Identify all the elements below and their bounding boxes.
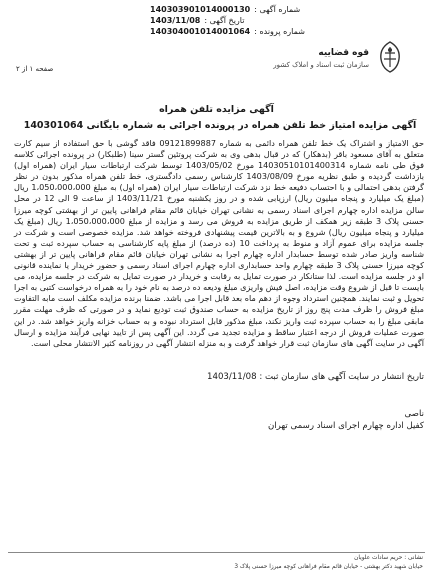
publication-label: تاریخ انتشار در سایت آگهی های سازمان ثبت : <box>259 372 424 382</box>
footer-address: خیابان شهید دکتر بهشتی - خیابان قائم مقام فراهانی کوچه میرزا حسنی پلاک 3 <box>234 564 423 570</box>
signature-name: ناصی <box>404 409 424 419</box>
logo-subtitle: سازمان ثبت اسناد و املاک کشور <box>273 61 369 69</box>
ad-number-row <box>150 4 420 15</box>
organization-logo <box>205 40 405 76</box>
document-title: آگهی مزایده تلفن همراه <box>159 104 274 115</box>
document-subtitle: آگهی مزایده امتیاز خط تلفن همراه در پرونده اجرائی به شماره بایگانی 140301064 <box>23 120 417 131</box>
ad-date-value: 1403/11/08 <box>150 16 201 25</box>
footer-divider <box>8 552 425 553</box>
page-number: صفحه ۱ از ۲ <box>16 65 54 73</box>
auction-body-text: حق الامتیاز و اشتراک یک خط تلفن همراه دائمی به شماره 09121899887 فاقد گوشی با حق استفاده از سیم کارت متعلق به آقای مسعود باقر (بدهکار) که در قبال بدهی وی به شرکت پروتئین گستر سینا (طلبکار) در پرونده اجرائی کلاسه فوق طی نامه شماره 14030510101400314 مورخ 1403/05/02 توسط شرکت ارتباطات سیار ایران (همراه اول) بازداشت گردیده و طبق نظریه مورخ 1403/08/09 کارشناس رسمی دادگستری، خط تلفن همراه مذکور بدون در نظر گرفتن بدهی احتمالی و با احتساب دفیعه خط نزد شرکت ارتباطات سیار ایران (همراه اول) به مبلغ 1،050،000،000 ریال (مبلغ یک میلیارد و پنجاه میلیون ریال) ارزیابی شده و در روز یکشنبه مورخ 1403/11/21 از ساعت 9 الی 12 در محل سالن مزایده اداره چهارم اجرای اسناد رسمی به نشانی تهران خیابان قائم مقام فراهانی پایین تر از بهشتی کوچه میرزا حسنی پلاک 3 طبقه زیر همکف از طریق مزایده به فروش می رسد و مزایده از مبلغ 1،050،000،000 ریال (مبلغ یک میلیارد و پنجاه میلیون ریال) شروع و به بالاترین قیمت پیشنهادی فروخته خواهد شد. مزایده خصوصی است و شرکت در جلسه مزایده برای عموم آزاد و منوط به پرداخت 10 (ده درصد) از مبلغ پایه کارشناسی به حساب سپرده ثبت و تحت شناسه واریز صادر شده توسط حسابدار اداره چهارم اجرا به نشانی تهران خیابان قائم مقام فراهانی پایین تر از بهشتی کوچه میرزا حسنی پلاک 3 طبقه چهارم واحد حسابداری اداره چهارم اجرای اسناد رسمی و حضور خریدار یا نماینده قانونی او در جلسه مزایده است. لذا ستانکار در صورت تمایل به رقابت و خریدار در صورت تمایل به شرکت در جلسه مزایده، می بایست تا قبل از شروع وقت مزایده، اصل فیش واریزی مبلغ ودیعه ده درصد به نام خود را به همراه درخواست کتبی به اجرا تحویل و ثبت نمایند. همچنین استرداد وجوه از دهم ماه بعد قابل اجرا می باشد. ضمنا برنده مزایده مکلف است مابه التفاوت مبلغ فروش را ظرف مدت پنج روز از تاریخ مزایده به حساب صندوق ثبت تودیع نماید و در صورتی که ظرف مهلت مقرر مابقی مبلغ را به حساب سپرده ثبت واریز نکند، مبلغ مذکور قابل استرداد نبوده و به حساب خزانه واریز خواهد شد. در این صورت عملیات فروش از درجه اعتبار ساقط و مزایده تجدید می گردد. این آگهی پس از تایید نهایی فرآیند مزایده و ارسال آگهی در سایت آگهی های سازمان ثبت قرار خواهد گرفت و به منزله انتشار آگهی در روزنامه کثیر الانتشار محلی است. <box>14 138 425 348</box>
emblem-icon <box>375 40 405 74</box>
file-number-label: شماره پرونده : <box>254 27 305 36</box>
file-number-row <box>150 26 420 37</box>
publication-date-value: 1403/11/08 <box>207 372 257 382</box>
file-number-value: 140304001014001064 <box>150 27 251 36</box>
signature-title: کفیل اداره چهارم اجرای اسناد رسمی تهران <box>267 421 424 431</box>
logo-title: قوه قضاییه <box>318 48 369 58</box>
footer-contact: نشانی : حریم سادات علویان <box>354 555 423 561</box>
publication-date <box>14 372 424 382</box>
signature-block <box>14 408 424 432</box>
ad-number-label: شماره آگهی : <box>254 5 301 14</box>
ad-date-row <box>150 15 420 26</box>
ad-number-value: 140303901014000130 <box>150 5 251 14</box>
ad-date-label: تاریخ آگهی : <box>204 16 245 25</box>
ad-meta <box>150 4 420 37</box>
